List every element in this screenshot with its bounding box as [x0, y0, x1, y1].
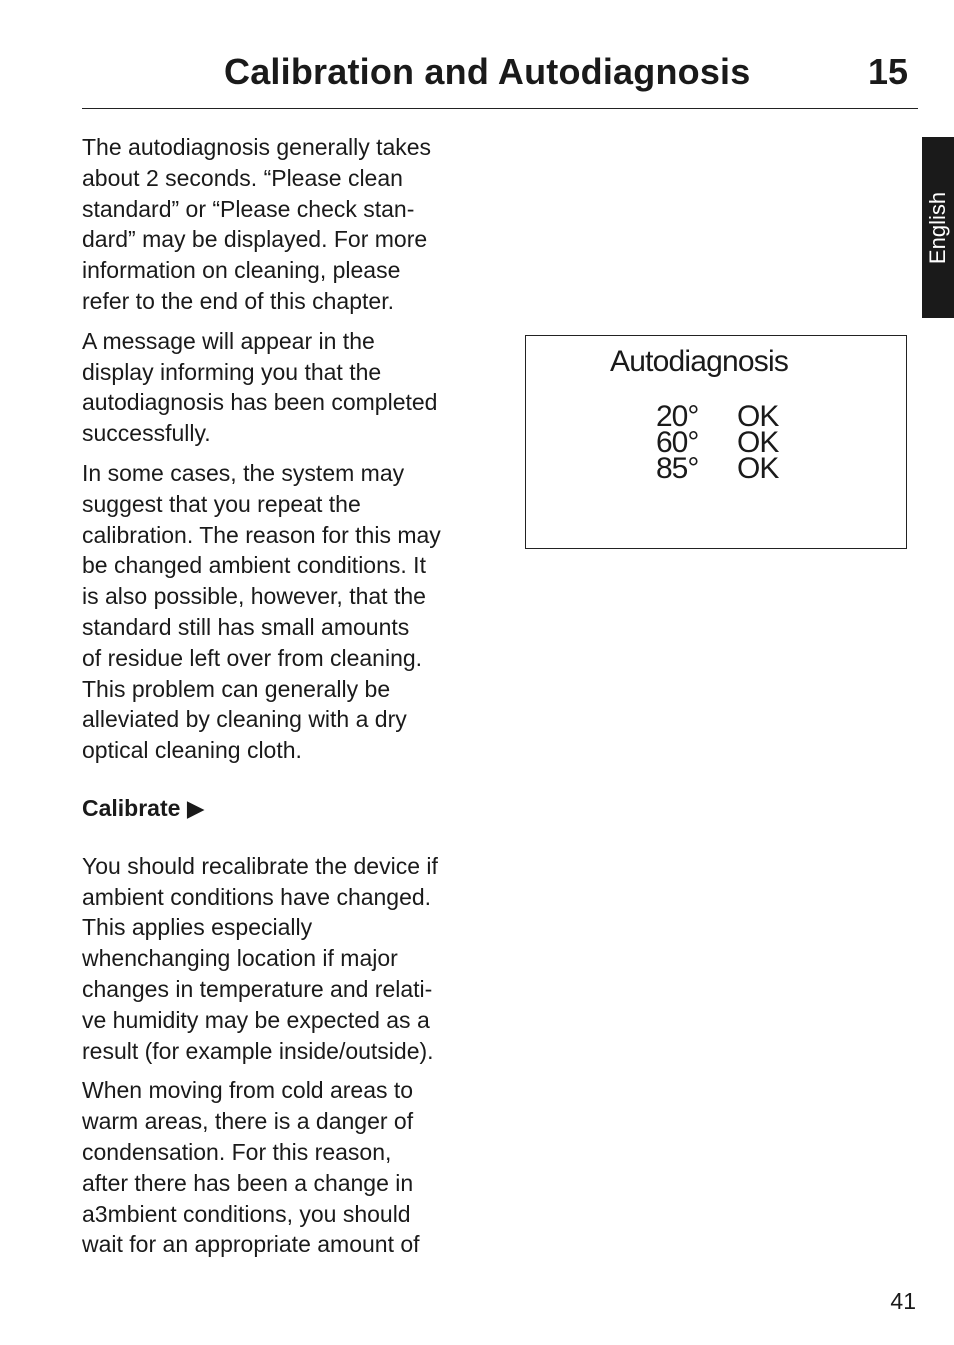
page-number: 41 [890, 1288, 916, 1314]
section-heading-calibrate: Calibrate ▶ [82, 794, 205, 821]
measurement-status: OK [737, 400, 779, 433]
measurement-angle: 60° [656, 426, 699, 459]
measurement-status: OK [737, 426, 779, 459]
header-divider [82, 108, 918, 109]
language-tab [922, 137, 954, 318]
paragraph-condensation: When moving from cold areas to warm areas, there is a danger of condensation. For this reason, after there has been a change in a3mbient conditions, you should wait for an appropriate amount of [82, 1077, 420, 1258]
chapter-number: 15 [867, 51, 908, 92]
page-title: Calibration and Autodiagnosis [224, 51, 751, 92]
paragraph-recalibrate: You should recalibrate the device if ambient conditions have changed. This applies especially whenchanging location if major changes in temperature and relati- ve humidity may be expected as a result (for example inside/outside). [82, 852, 438, 1064]
paragraph-completion-message: A message will appear in the display informing you that the autodiagnosis has been completed successfully. [82, 327, 438, 447]
measurement-status: OK [737, 452, 779, 485]
display-title: Autodiagnosis [610, 345, 789, 378]
measurement-angle: 20° [656, 400, 699, 433]
paragraph-repeat-calibration: In some cases, the system may suggest that you repeat the calibration. The reason for this may be changed ambient conditions. It is also possible, however, that the standard still has small amounts of residue left over from cleaning. This problem can generally be alleviated by cleaning with a dry optical cleaning cloth. [82, 459, 441, 764]
paragraph-autodiagnosis-duration: The autodiagnosis generally takes about 2 seconds. “Please clean standard” or “Please check stan- dard” may be displayed. For more information on cleaning, please refer to the end of this chapter. [82, 134, 432, 314]
measurement-angle: 85° [656, 452, 699, 485]
language-tab-label: English [925, 191, 950, 264]
device-display-screen [525, 335, 907, 549]
display-row [656, 452, 779, 485]
body-text-column [82, 132, 497, 1269]
